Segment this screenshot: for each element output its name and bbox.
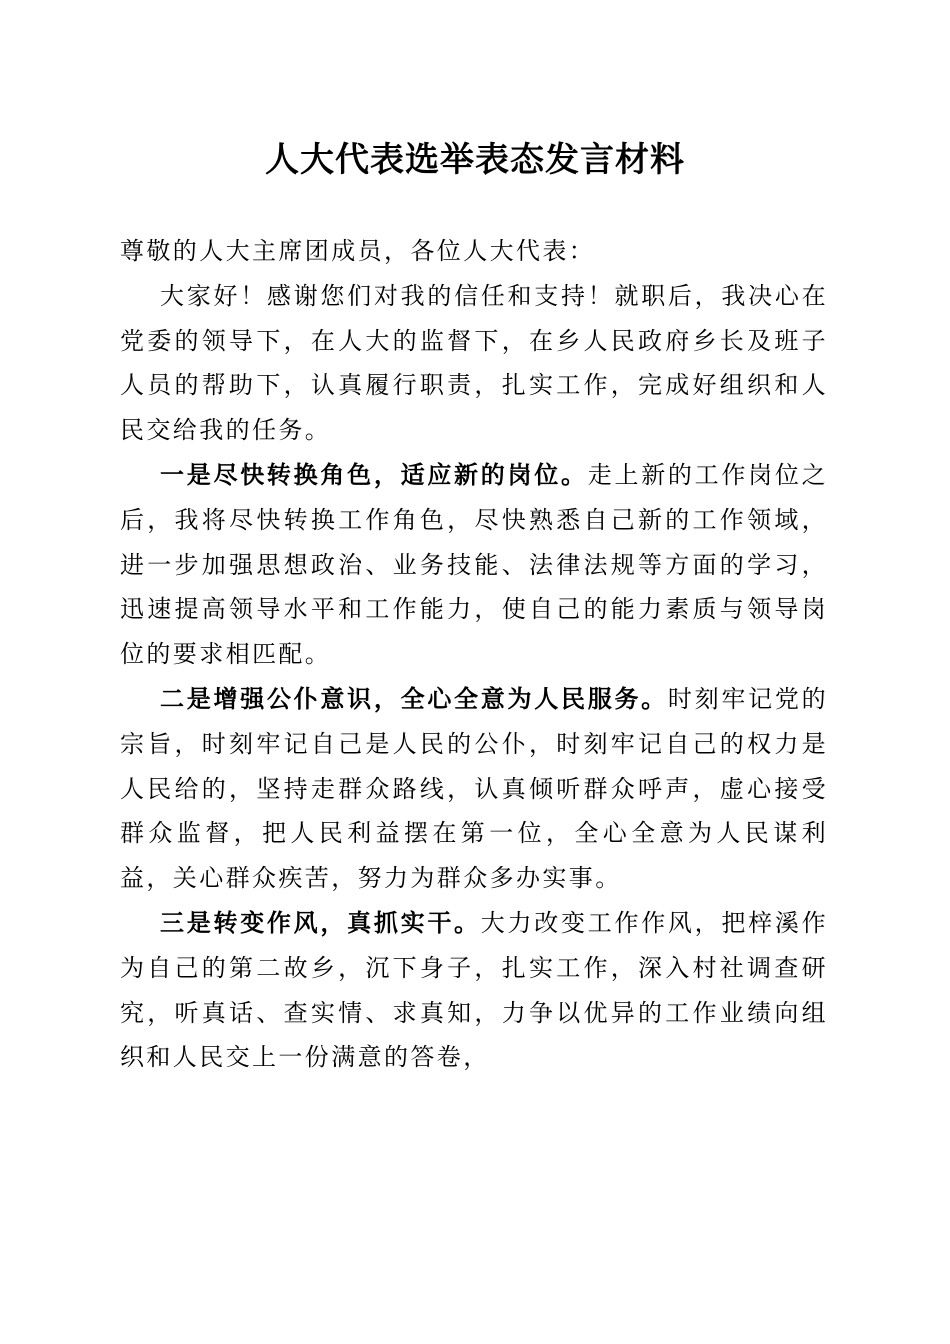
paragraph-greeting <box>120 274 828 453</box>
paragraph-lead: 二是增强公仆意识，全心全意为人民服务。 <box>160 683 668 713</box>
paragraph-point-two <box>120 677 828 901</box>
paragraph-text: 大力改变工作作风，把梓溪作为自己的第二故乡，沉下身子，扎实工作，深入村社调查研究，听真话、查实情、求真知，力争以优异的工作业绩向组织和人民交上一份满意的答卷， <box>120 908 828 1072</box>
paragraph-lead: 一是尽快转换角色，适应新的岗位。 <box>160 459 588 489</box>
paragraph-text: 大家好！感谢您们对我的信任和支持！就职后，我决心在党委的领导下，在人大的监督下，在乡人民政府乡长及班子人员的帮助下，认真履行职责，扎实工作，完成好组织和人民交给我的任务。 <box>120 281 828 445</box>
paragraph-text: 走上新的工作岗位之后，我将尽快转换工作角色，尽快熟悉自己新的工作领域，进一步加强思想政治、业务技能、法律法规等方面的学习，迅速提高领导水平和工作能力，使自己的能力素质与领导岗位的要求相匹配。 <box>120 460 828 669</box>
salutation: 尊敬的人大主席团成员，各位人大代表： <box>120 237 596 265</box>
document-body <box>120 229 828 1080</box>
paragraph-lead: 三是转变作风，真抓实干。 <box>160 907 481 937</box>
paragraph-text: 时刻牢记党的宗旨，时刻牢记自己是人民的公仆，时刻牢记自己的权力是人民给的，坚持走群众路线，认真倾听群众呼声，虚心接受群众监督，把人民利益摆在第一位，全心全意为人民谋利益，关心群众疾苦，努力为群众多办实事。 <box>120 684 828 893</box>
document-title: 人大代表选举表态发言材料 <box>265 140 685 180</box>
paragraph-point-one <box>120 453 828 677</box>
paragraph-point-three <box>120 901 828 1080</box>
